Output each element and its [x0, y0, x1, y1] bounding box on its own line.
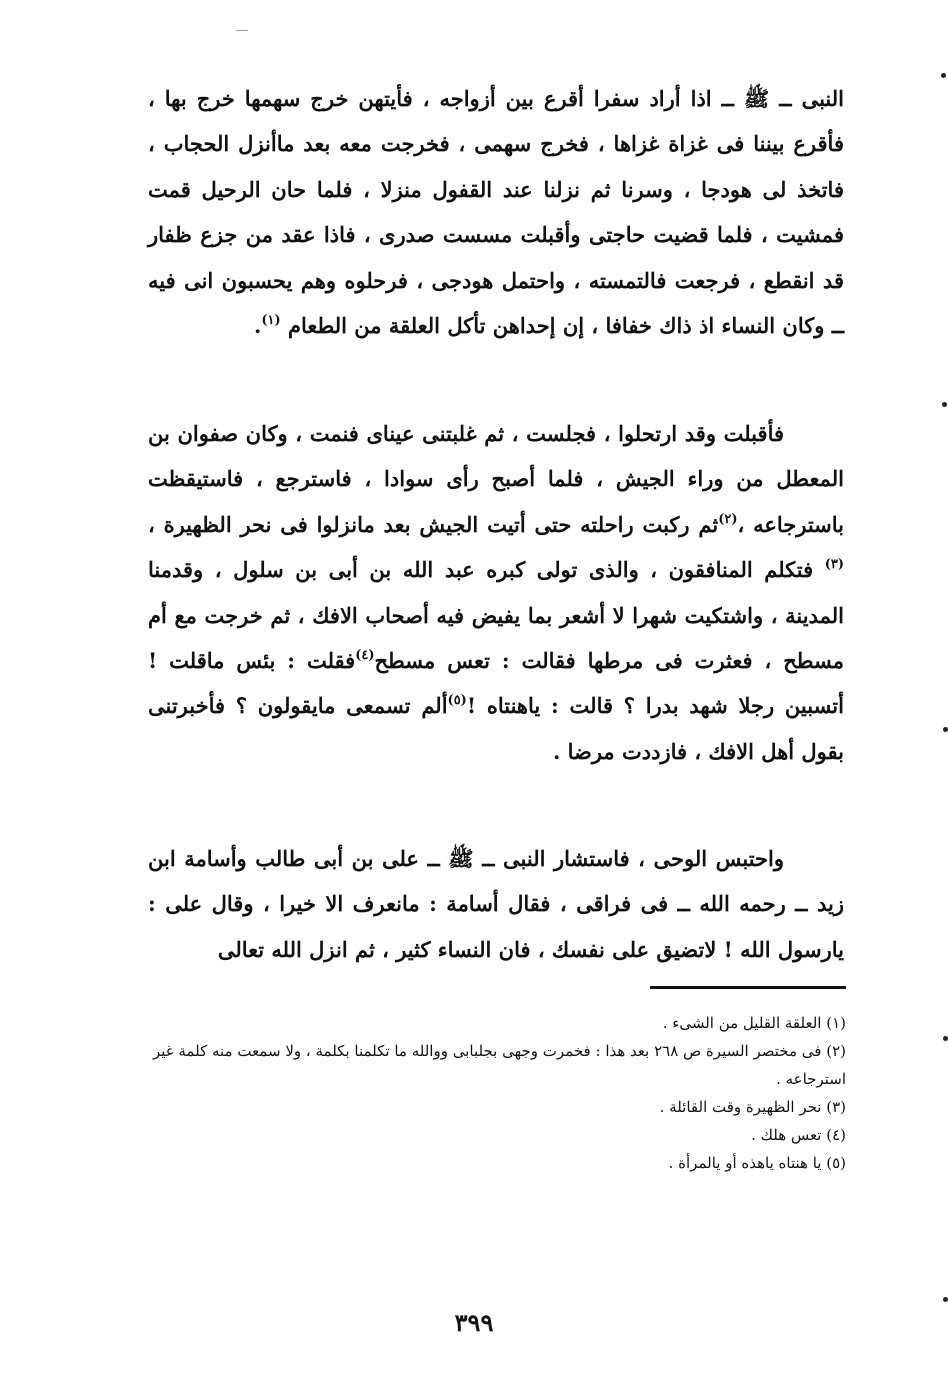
- footnote-ref-2: (٢): [718, 511, 738, 527]
- paragraph-3: [148, 836, 844, 972]
- footnote-4: (٤) تعس هلك .: [751, 1126, 846, 1144]
- paragraph-2-text-a: فأقبلت وقد ارتحلوا ، فجلست ، ثم غلبتنى عيناى فنمت ، وكان صفوان بن المعطل من وراء الجيش ، فلما أصبح رأى سوادا ، فاسترجع ، فاستيقظت باسترجاعه ،: [148, 421, 844, 537]
- paragraph-1-end: .: [254, 313, 262, 339]
- footnote-1: (١) العلقة القليل من الشىء .: [662, 1014, 846, 1032]
- paragraph-2-text-d: فقلت : بئس ماقلت ! أتسبين رجلا شهد بدرا ؟ قالت : ياهنتاه !: [148, 648, 844, 719]
- footnotes: [148, 1009, 846, 1177]
- scan-edge-mark: [941, 73, 946, 78]
- paragraph-2-text-c: فتكلم المنافقون ، والذى تولى كبره عبد الله بن أبى بن سلول ، وقدمنا المدينة ، واشتكيت شهرا لا أشعر بما يفيض فيه أصحاب الافك ، ثم خرجت مع أم مسطح ، فعثرت فى مرطها فقالت : تعس مسطح: [148, 557, 844, 674]
- scan-edge-mark: [943, 727, 948, 732]
- scan-mark: [236, 30, 248, 31]
- footnote-ref-4: (٤): [355, 648, 375, 664]
- scan-edge-mark: [943, 1036, 948, 1041]
- footnote-2: (٢) فى مختصر السيرة ص ٢٦٨ بعد هذا : فخمرت وجهى بجلبابى ووالله ما تكلمنا بكلمة ، ولا سمعت منه كلمة غير استرجاعه .: [152, 1042, 846, 1088]
- footnote-separator: [650, 986, 846, 989]
- paragraph-3-text: واحتبس الوحى ، فاستشار النبى ــ ﷺ ــ على بن أبى طالب وأسامة ابن زيد ــ رحمه الله ــ فى فراقى ، فقال أسامة : مانعرف الا خيرا ، وقال على : يارسول الله ! لاتضيق على نفسك ، فان النساء كثير ، ثم انزل الله تعالى: [148, 846, 844, 962]
- paragraph-2-text-e: ألم تسمعى مايقولون ؟ فأخبرتنى بقول أهل الافك ، فازددت مرضا .: [148, 693, 844, 764]
- paragraph-2-text-b: ثم ركبت راحلته حتى أتيت الجيش بعد مانزلوا فى نحر الظهيرة ،: [148, 511, 719, 537]
- footnote-ref-5: (٥): [447, 693, 467, 709]
- footnote-ref-1: (١): [261, 313, 281, 329]
- paragraph-1: [148, 76, 844, 348]
- scan-edge-mark: [943, 1297, 948, 1302]
- footnote-5: (٥) يا هنتاه ياهذه أو يالمرأة .: [668, 1154, 846, 1172]
- scan-edge-mark: [942, 402, 947, 407]
- paragraph-2: [148, 411, 844, 774]
- paragraph-1-text: النبى ــ ﷺ ــ اذا أراد سفرا أقرع بين أزواجه ، فأيتهن خرج سهمها خرج بها ، فأقرع بيننا فى غزاة غزاها ، فخرج سهمى ، فخرجت معه بعد ماأنزل الحجاب ، فاتخذ لى هودجا ، وسرنا ثم نزلنا عند القفول منزلا ، فلما حان الرحيل قمت فمشيت ، فلما قضيت حاجتى وأقبلت مسست صدرى ، فاذا عقد من جزع ظفار قد انقطع ، فرجعت فالتمسته ، واحتمل هودجى ، فرحلوه وهم يحسبون انى فيه ــ وكان النساء اذ ذاك خفافا ، إن إحداهن تأكل العلقة من الطعام: [148, 86, 844, 339]
- footnote-3: (٣) نحر الظهيرة وقت القائلة .: [659, 1098, 846, 1116]
- footnote-ref-3: (٣): [824, 557, 844, 573]
- page-number: ٣٩٩: [454, 1308, 494, 1337]
